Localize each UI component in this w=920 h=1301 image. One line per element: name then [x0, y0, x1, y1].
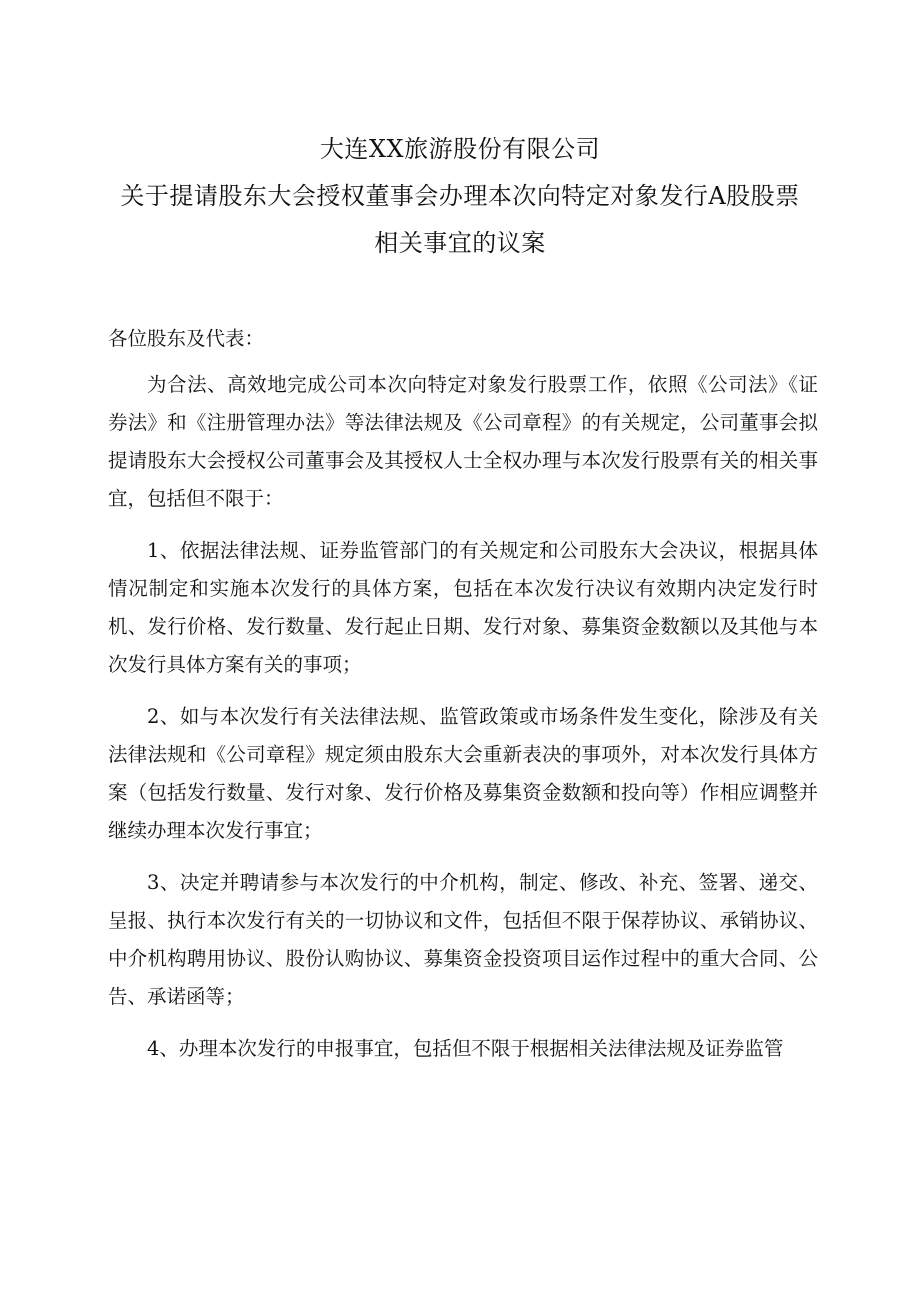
salutation: 各位股东及代表：	[108, 327, 265, 350]
document-body	[108, 320, 818, 1082]
title-proposal-line-2: 相关事宜的议案	[374, 229, 546, 257]
item-1-paragraph: 1、依据法律法规、证券监管部门的有关规定和公司股东大会决议，根据具体情况制定和实施本次发行的具体方案，包括在本次发行决议有效期内决定发行时机、发行价格、发行数量、发行起止日期、发行对象、募集资金数额以及其他与本次发行具体方案有关的事项；	[108, 539, 818, 676]
item-2-paragraph: 2、如与本次发行有关法律法规、监管政策或市场条件发生变化，除涉及有关法律法规和《公司章程》规定须由股东大会重新表决的事项外，对本次发行具体方案（包括发行数量、发行对象、发行价格及募集资金数额和投向等）作相应调整并继续办理本次发行事宜；	[108, 705, 818, 842]
title-proposal-line-1: 关于提请股东大会授权董事会办理本次向特定对象发行A股股票	[120, 182, 800, 210]
title-company-name: 大连XX旅游股份有限公司	[319, 135, 601, 163]
intro-paragraph: 为合法、高效地完成公司本次向特定对象发行股票工作，依照《公司法》《证券法》和《注册管理办法》等法律法规及《公司章程》的有关规定，公司董事会拟提请股东大会授权公司董事会及其授权人士全权办理与本次发行股票有关的相关事宜，包括但不限于：	[108, 373, 818, 510]
document-title	[0, 126, 920, 267]
item-3-paragraph: 3、决定并聘请参与本次发行的中介机构，制定、修改、补充、签署、递交、呈报、执行本次发行有关的一切协议和文件，包括但不限于保荐协议、承销协议、中介机构聘用协议、股份认购协议、募集资金投资项目运作过程中的重大合同、公告、承诺函等；	[108, 871, 818, 1008]
item-4-paragraph: 4、办理本次发行的申报事宜，包括但不限于根据相关法律法规及证券监管	[147, 1037, 784, 1060]
